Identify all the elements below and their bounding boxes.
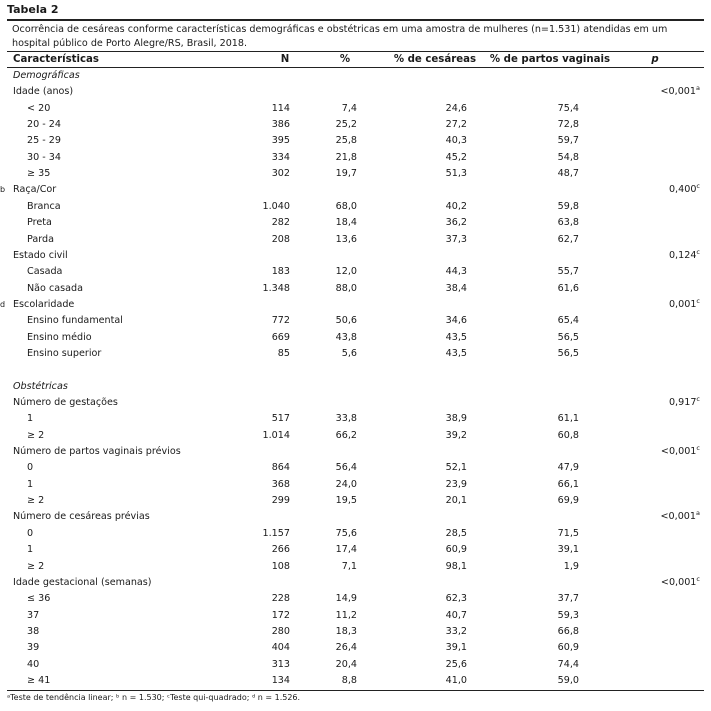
n-cell: 386 bbox=[271, 119, 290, 131]
variable-label: Escolaridade bbox=[13, 298, 75, 310]
vaginais-cell: 71,5 bbox=[557, 527, 579, 539]
n-cell: 1.014 bbox=[262, 429, 290, 441]
table-row bbox=[0, 150, 711, 166]
p-value-cell bbox=[600, 248, 700, 264]
vaginais-cell: 66,8 bbox=[557, 625, 579, 637]
n-cell: 183 bbox=[271, 266, 290, 278]
n-cell: 313 bbox=[271, 658, 290, 670]
category-label: 20 - 24 bbox=[27, 119, 61, 131]
vaginais-cell: 62,7 bbox=[557, 233, 579, 245]
section-label: Demográficas bbox=[13, 70, 80, 81]
p-value-footnote-marker: c bbox=[696, 444, 700, 453]
table-row bbox=[0, 330, 711, 346]
vaginais-cell: 61,6 bbox=[557, 282, 579, 294]
percent-cell: 33,8 bbox=[335, 413, 357, 425]
percent-cell: 66,2 bbox=[335, 429, 357, 441]
percent-cell: 24,0 bbox=[335, 478, 357, 490]
footnote-marker: b bbox=[0, 185, 6, 195]
cesareas-cell: 39,2 bbox=[445, 429, 467, 441]
variable-row bbox=[0, 444, 711, 460]
header-n: N bbox=[280, 54, 290, 65]
variable-row bbox=[0, 297, 711, 313]
table-row bbox=[0, 232, 711, 248]
table-row bbox=[0, 133, 711, 149]
cesareas-cell: 62,3 bbox=[445, 593, 467, 605]
percent-cell: 75,6 bbox=[335, 527, 357, 539]
variable-row bbox=[0, 182, 711, 198]
variable-row bbox=[0, 248, 711, 264]
n-cell: 368 bbox=[271, 478, 290, 490]
percent-cell: 43,8 bbox=[335, 331, 357, 343]
percent-cell: 13,6 bbox=[335, 233, 357, 245]
variable-label: Idade (anos) bbox=[13, 86, 74, 98]
table-row bbox=[0, 281, 711, 297]
category-label: ≥ 2 bbox=[27, 560, 45, 572]
cesareas-cell: 40,2 bbox=[445, 200, 467, 212]
n-cell: 669 bbox=[271, 331, 290, 343]
percent-cell: 50,6 bbox=[335, 315, 357, 327]
table-row bbox=[0, 117, 711, 133]
table-row bbox=[0, 460, 711, 476]
vaginais-cell: 65,4 bbox=[557, 315, 579, 327]
table-row bbox=[0, 493, 711, 509]
percent-cell: 18,4 bbox=[335, 217, 357, 229]
variable-row bbox=[0, 84, 711, 100]
cesareas-cell: 34,6 bbox=[445, 315, 467, 327]
vaginais-cell: 74,4 bbox=[557, 658, 579, 670]
cesareas-cell: 41,0 bbox=[445, 674, 467, 686]
category-label: 0 bbox=[27, 462, 34, 474]
vaginais-cell: 55,7 bbox=[557, 266, 579, 278]
percent-cell: 68,0 bbox=[335, 200, 357, 212]
top-rule bbox=[7, 19, 704, 21]
table-row bbox=[0, 591, 711, 607]
vaginais-cell: 72,8 bbox=[557, 119, 579, 131]
section-row bbox=[0, 379, 711, 395]
n-cell: 114 bbox=[271, 102, 290, 114]
header-p-value: p bbox=[651, 54, 659, 65]
section-label: Obstétricas bbox=[13, 380, 68, 392]
table-row bbox=[0, 526, 711, 542]
p-value-cell bbox=[600, 575, 700, 591]
n-cell: 282 bbox=[271, 217, 290, 229]
p-value-cell bbox=[600, 509, 700, 525]
percent-cell: 14,9 bbox=[335, 593, 357, 605]
p-value: 0,400 bbox=[668, 184, 697, 196]
p-value: <0,001 bbox=[660, 511, 697, 523]
table-row bbox=[0, 346, 711, 362]
category-label: < 20 bbox=[27, 102, 51, 114]
table-row bbox=[0, 264, 711, 280]
vaginais-cell: 59,7 bbox=[557, 135, 579, 147]
table-row bbox=[0, 313, 711, 329]
percent-cell: 11,2 bbox=[335, 609, 357, 621]
cesareas-cell: 33,2 bbox=[445, 625, 467, 637]
percent-cell: 25,2 bbox=[335, 119, 357, 131]
p-value: 0,124 bbox=[668, 249, 697, 261]
vaginais-cell: 59,0 bbox=[557, 674, 579, 686]
vaginais-cell: 56,5 bbox=[557, 347, 579, 359]
percent-cell: 8,8 bbox=[341, 674, 357, 686]
cesareas-cell: 24,6 bbox=[445, 102, 467, 114]
category-label: 25 - 29 bbox=[27, 135, 61, 147]
category-label: Parda bbox=[27, 233, 54, 245]
p-value: <0,001 bbox=[660, 576, 697, 588]
n-cell: 1.348 bbox=[262, 282, 290, 294]
footnote-marker: d bbox=[0, 299, 6, 309]
percent-cell: 25,8 bbox=[335, 135, 357, 147]
category-label: 1 bbox=[27, 544, 34, 556]
bottom-rule bbox=[7, 690, 704, 691]
vaginais-cell: 60,8 bbox=[557, 429, 579, 441]
table-row bbox=[0, 166, 711, 182]
category-label: ≥ 41 bbox=[27, 674, 51, 686]
percent-cell: 19,5 bbox=[335, 495, 357, 507]
cesareas-cell: 45,2 bbox=[445, 151, 467, 163]
n-cell: 208 bbox=[271, 233, 290, 245]
cesareas-cell: 39,1 bbox=[445, 642, 467, 654]
category-label: Ensino superior bbox=[27, 347, 102, 359]
n-cell: 302 bbox=[271, 168, 290, 180]
n-cell: 772 bbox=[271, 315, 290, 327]
percent-cell: 88,0 bbox=[335, 282, 357, 294]
p-value-cell bbox=[600, 444, 700, 460]
category-label: ≥ 35 bbox=[27, 168, 51, 180]
vaginais-cell: 37,7 bbox=[557, 593, 579, 605]
n-cell: 134 bbox=[271, 674, 290, 686]
n-cell: 299 bbox=[271, 495, 290, 507]
header-percent-vaginais: % de partos vaginais bbox=[489, 54, 611, 65]
header-top-rule bbox=[7, 51, 704, 52]
vaginais-cell: 66,1 bbox=[557, 478, 579, 490]
category-label: Não casada bbox=[27, 282, 83, 294]
p-value-footnote-marker: a bbox=[696, 509, 700, 518]
variable-label: Estado civil bbox=[13, 249, 68, 261]
variable-label: Número de cesáreas prévias bbox=[13, 511, 150, 523]
table-row bbox=[0, 199, 711, 215]
table-row bbox=[0, 101, 711, 117]
vaginais-cell: 60,9 bbox=[557, 642, 579, 654]
cesareas-cell: 98,1 bbox=[445, 560, 467, 572]
blank-row bbox=[0, 362, 711, 378]
p-value-footnote-marker: c bbox=[696, 182, 700, 191]
category-label: 38 bbox=[27, 625, 40, 637]
p-value-footnote-marker: c bbox=[696, 395, 700, 403]
cesareas-cell: 44,3 bbox=[445, 266, 467, 278]
vaginais-cell: 39,1 bbox=[557, 544, 579, 556]
vaginais-cell: 75,4 bbox=[557, 102, 579, 114]
header-percent-cesareas: % de cesáreas bbox=[393, 54, 477, 65]
category-label: 0 bbox=[27, 527, 34, 539]
n-cell: 1.157 bbox=[262, 527, 290, 539]
cesareas-cell: 51,3 bbox=[445, 168, 467, 180]
percent-cell: 7,1 bbox=[341, 560, 357, 572]
category-label: Ensino fundamental bbox=[27, 315, 123, 327]
p-value: <0,001 bbox=[660, 446, 697, 458]
n-cell: 85 bbox=[277, 347, 290, 359]
table-caption: Ocorrência de cesáreas conforme características demográficas e obstétricas em uma amostra de mulheres (n=1.531) atendidas em um hospital público de Porto Alegre/RS, Brasil, 2018. bbox=[12, 24, 668, 49]
percent-cell: 20,4 bbox=[335, 658, 357, 670]
cesareas-cell: 27,2 bbox=[445, 119, 467, 131]
table-row bbox=[0, 411, 711, 427]
variable-label: Número de gestações bbox=[13, 397, 118, 408]
cesareas-cell: 38,9 bbox=[445, 413, 467, 425]
n-cell: 266 bbox=[271, 544, 290, 556]
vaginais-cell: 61,1 bbox=[557, 413, 579, 425]
n-cell: 334 bbox=[271, 151, 290, 163]
table-footnote: ᵃTeste de tendência linear; ᵇ n = 1.530; ᶜTeste qui-quadrado; ᵈ n = 1.526. bbox=[7, 693, 301, 702]
n-cell: 517 bbox=[271, 413, 290, 425]
vaginais-cell: 47,9 bbox=[557, 462, 579, 474]
table-row bbox=[0, 542, 711, 558]
category-label: 1 bbox=[27, 413, 34, 425]
vaginais-cell: 56,5 bbox=[557, 331, 579, 343]
variable-label: Número de partos vaginais prévios bbox=[13, 446, 181, 458]
category-label: 37 bbox=[27, 609, 40, 621]
category-label: Ensino médio bbox=[27, 331, 92, 343]
percent-cell: 19,7 bbox=[335, 168, 357, 180]
table-row bbox=[0, 215, 711, 231]
percent-cell: 12,0 bbox=[335, 266, 357, 278]
table-row bbox=[0, 624, 711, 640]
cesareas-cell: 28,5 bbox=[445, 527, 467, 539]
category-label: 40 bbox=[27, 658, 40, 670]
variable-label: Raça/Cor bbox=[13, 184, 57, 196]
n-cell: 228 bbox=[271, 593, 290, 605]
p-value-cell bbox=[600, 297, 700, 313]
cesareas-cell: 23,9 bbox=[445, 478, 467, 490]
header-characteristics: Características bbox=[13, 54, 99, 65]
vaginais-cell: 1,9 bbox=[563, 560, 579, 572]
p-value-footnote-marker: c bbox=[696, 296, 700, 305]
cesareas-cell: 40,7 bbox=[445, 609, 467, 621]
percent-cell: 5,6 bbox=[341, 347, 357, 359]
category-label: Preta bbox=[27, 217, 52, 229]
p-value-cell bbox=[600, 84, 700, 100]
p-value-footnote-marker: c bbox=[696, 574, 700, 583]
n-cell: 108 bbox=[271, 560, 290, 572]
p-value-footnote-marker: a bbox=[696, 84, 700, 93]
percent-cell: 26,4 bbox=[335, 642, 357, 654]
n-cell: 864 bbox=[271, 462, 290, 474]
percent-cell: 7,4 bbox=[341, 102, 357, 114]
cesareas-cell: 38,4 bbox=[445, 282, 467, 294]
vaginais-cell: 59,8 bbox=[557, 200, 579, 212]
category-label: 1 bbox=[27, 478, 34, 490]
cesareas-cell: 25,6 bbox=[445, 658, 467, 670]
table-row bbox=[0, 608, 711, 624]
table-row bbox=[0, 657, 711, 673]
variable-row bbox=[0, 395, 711, 411]
p-value: 0,001 bbox=[668, 298, 697, 310]
table-row bbox=[0, 428, 711, 444]
vaginais-cell: 69,9 bbox=[557, 495, 579, 507]
table-row bbox=[0, 673, 711, 689]
table-row bbox=[0, 559, 711, 575]
cesareas-cell: 43,5 bbox=[445, 331, 467, 343]
variable-label: Idade gestacional (semanas) bbox=[13, 576, 152, 588]
percent-cell: 21,8 bbox=[335, 151, 357, 163]
n-cell: 280 bbox=[271, 625, 290, 637]
p-value: 0,917 bbox=[668, 397, 697, 408]
cesareas-cell: 43,5 bbox=[445, 347, 467, 359]
cesareas-cell: 37,3 bbox=[445, 233, 467, 245]
category-label: ≥ 2 bbox=[27, 495, 45, 507]
cesareas-cell: 52,1 bbox=[445, 462, 467, 474]
n-cell: 172 bbox=[271, 609, 290, 621]
category-label: Casada bbox=[27, 266, 63, 278]
cesareas-cell: 60,9 bbox=[445, 544, 467, 556]
table-row bbox=[0, 477, 711, 493]
category-label: Branca bbox=[27, 200, 61, 212]
category-label: 39 bbox=[27, 642, 40, 654]
cesareas-cell: 20,1 bbox=[445, 495, 467, 507]
vaginais-cell: 48,7 bbox=[557, 168, 579, 180]
p-value-footnote-marker: c bbox=[696, 247, 700, 256]
variable-row bbox=[0, 509, 711, 525]
percent-cell: 18,3 bbox=[335, 625, 357, 637]
percent-cell: 56,4 bbox=[335, 462, 357, 474]
category-label: ≤ 36 bbox=[27, 593, 51, 605]
cesareas-cell: 40,3 bbox=[445, 135, 467, 147]
vaginais-cell: 54,8 bbox=[557, 151, 579, 163]
vaginais-cell: 59,3 bbox=[557, 609, 579, 621]
table-row bbox=[0, 640, 711, 656]
section-row bbox=[0, 68, 711, 84]
p-value-cell bbox=[600, 182, 700, 198]
category-label: ≥ 2 bbox=[27, 429, 45, 441]
n-cell: 395 bbox=[271, 135, 290, 147]
percent-cell: 17,4 bbox=[335, 544, 357, 556]
vaginais-cell: 63,8 bbox=[557, 217, 579, 229]
p-value: <0,001 bbox=[660, 86, 697, 98]
variable-row bbox=[0, 575, 711, 591]
table-label: Tabela 2 bbox=[7, 3, 59, 16]
header-percent: % bbox=[339, 54, 351, 65]
cesareas-cell: 36,2 bbox=[445, 217, 467, 229]
category-label: 30 - 34 bbox=[27, 151, 61, 163]
n-cell: 1.040 bbox=[262, 200, 290, 212]
p-value-cell bbox=[600, 395, 700, 411]
n-cell: 404 bbox=[271, 642, 290, 654]
